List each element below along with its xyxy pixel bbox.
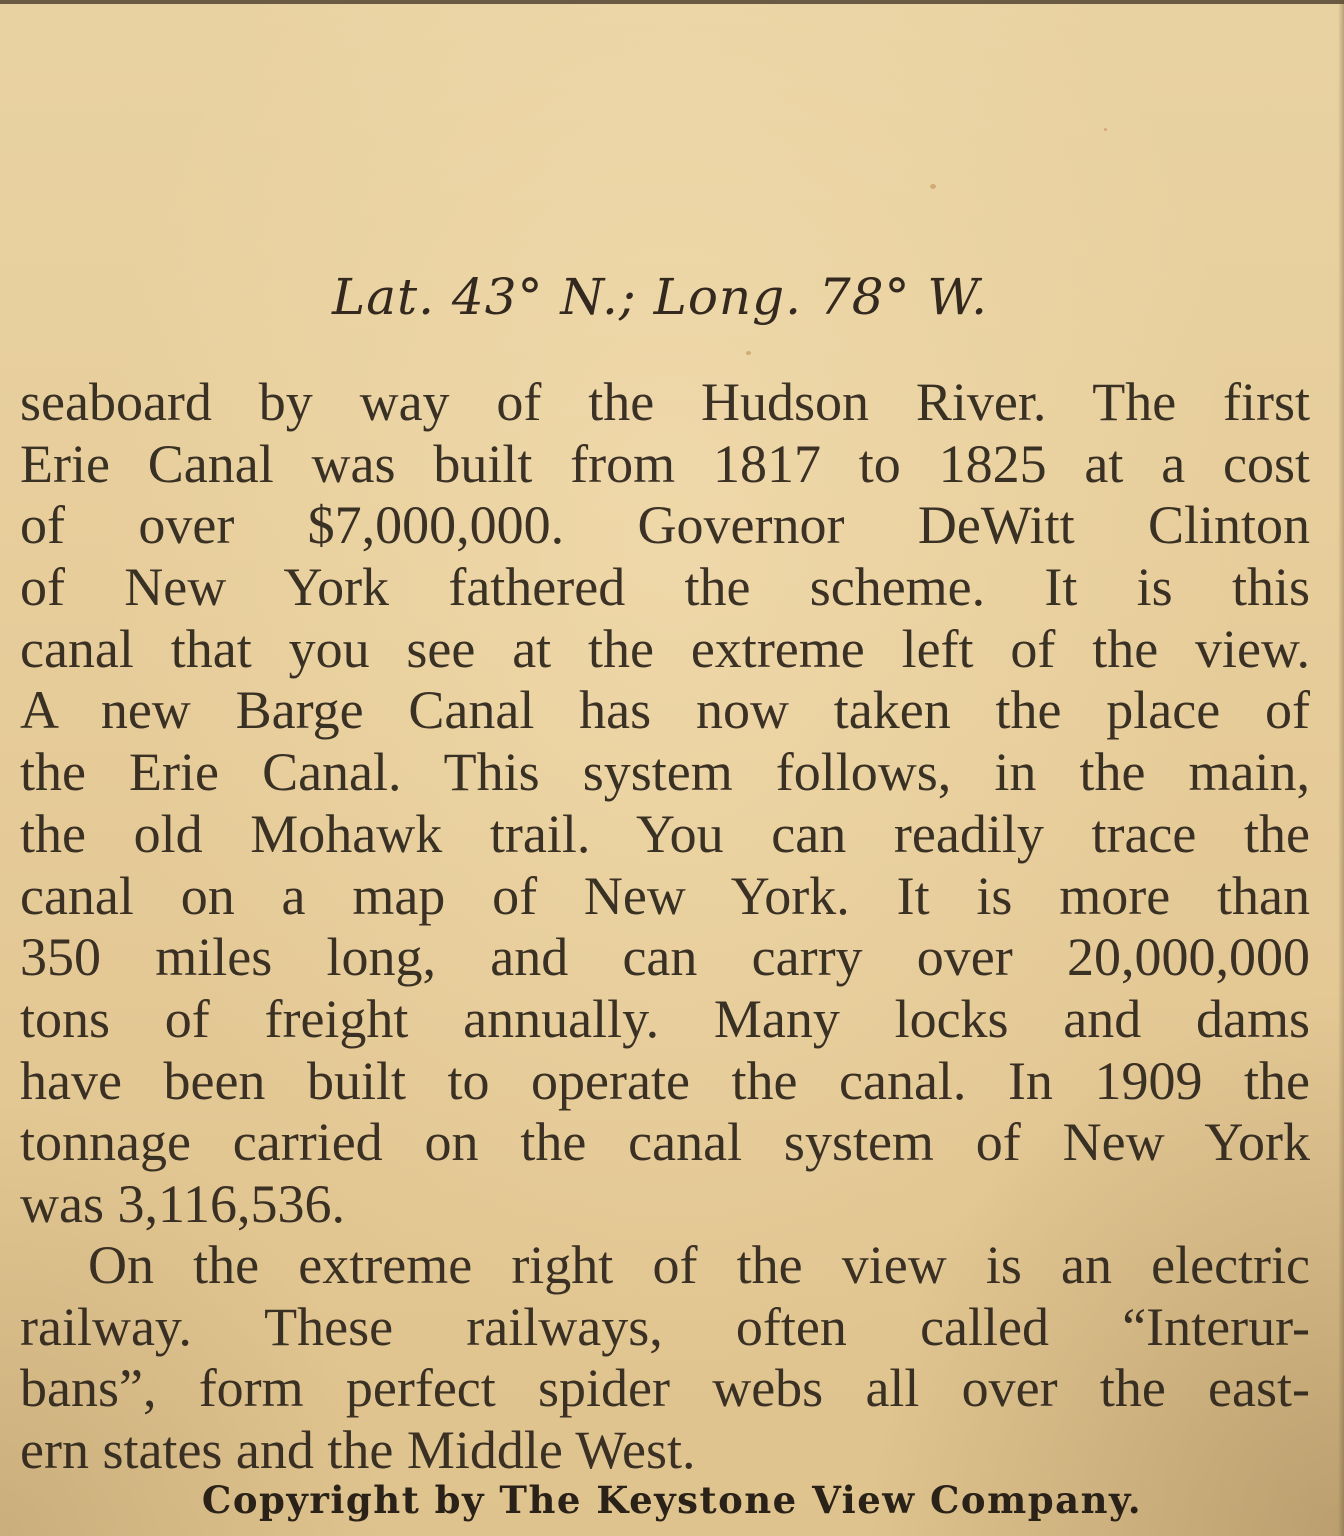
text-line: bans”, form perfect spider webs all over the east-: [20, 1358, 1310, 1419]
text-line: tons of freight annually. Many locks and dams: [20, 988, 1310, 1049]
card-right-edge: [1338, 0, 1344, 1536]
text-line: canal on a map of New York. It is more than: [20, 865, 1310, 926]
text-line: 350 miles long, and can carry over 20,000,000: [20, 927, 1310, 988]
card-top-edge: [0, 0, 1344, 4]
text-line: was 3,116,536.: [20, 1173, 345, 1234]
text-line: the old Mohawk trail. You can readily trace the: [20, 803, 1310, 864]
coordinates-heading: Lat. 43° N.; Long. 78° W.: [332, 268, 988, 326]
text-line: the Erie Canal. This system follows, in the main,: [20, 742, 1310, 803]
text-line: Erie Canal was built from 1817 to 1825 at a cost: [20, 433, 1310, 494]
paragraph-erie-canal: [20, 372, 1310, 1236]
text-line: canal that you see at the extreme left of the view.: [20, 618, 1310, 679]
paragraph-interurban-railway: [20, 1235, 1310, 1482]
text-line: tonnage carried on the canal system of New York: [20, 1112, 1310, 1173]
text-line: A new Barge Canal has now taken the place of: [20, 680, 1310, 741]
text-line: On the extreme right of the view is an electric: [88, 1235, 1310, 1295]
text-line: of New York fathered the scheme. It is this: [20, 557, 1310, 618]
text-line: have been built to operate the canal. In 1909 the: [20, 1050, 1310, 1111]
paper-speck: [746, 351, 751, 355]
text-line: seaboard by way of the Hudson River. The first: [20, 372, 1310, 432]
paper-speck: [930, 184, 936, 189]
text-line: railway. These railways, often called “Interur-: [20, 1296, 1310, 1357]
paper-speck: [1104, 128, 1107, 131]
copyright-notice: Copyright by The Keystone View Company.: [201, 1478, 1143, 1522]
text-line: ern states and the Middle West.: [20, 1420, 696, 1481]
text-line: of over $7,000,000. Governor DeWitt Clinton: [20, 495, 1310, 556]
